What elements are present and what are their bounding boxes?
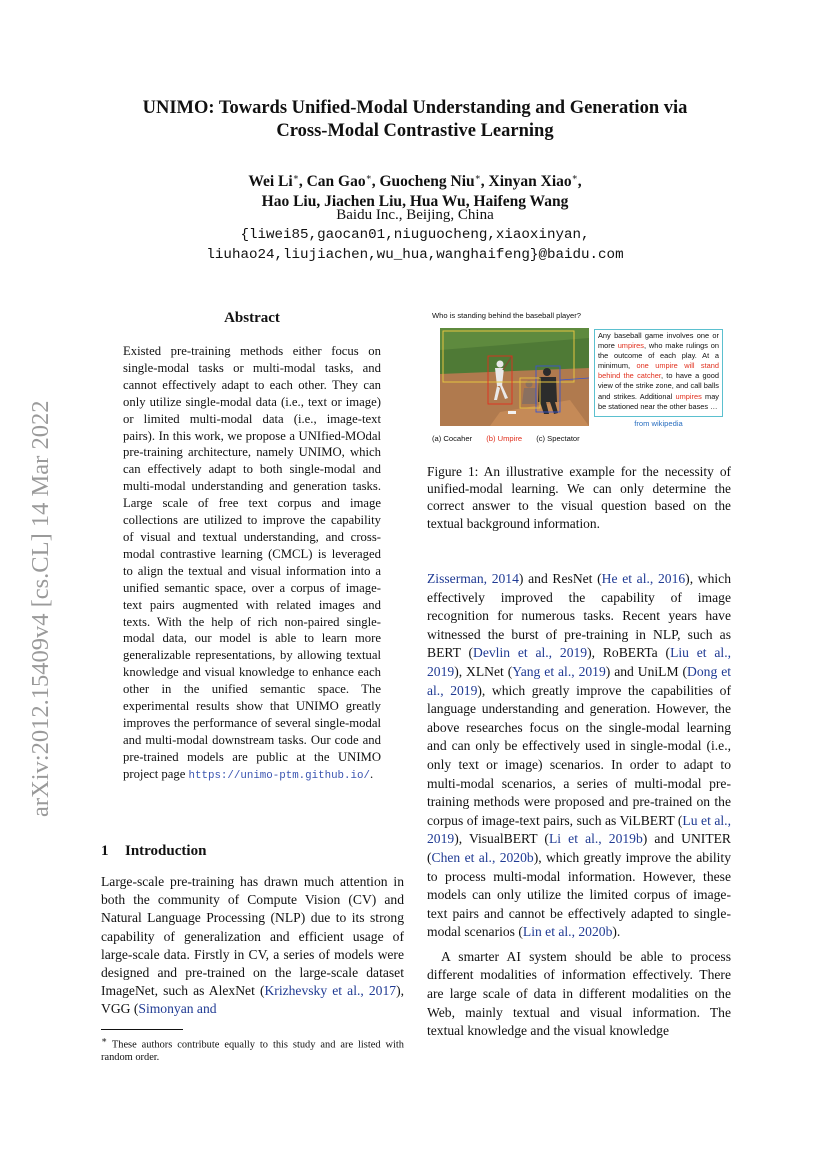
author-name: Hua Wu [409,193,466,211]
citation-link[interactable]: Dong et al., 2019 [427,663,731,698]
footnote-rule [101,1029,183,1030]
body-text: ) and UNITER ( [427,831,731,865]
body-text: ), which greatly improve the ability to process multi-modal information. However, these models can only utilize the limited corpus of image-text pairs and cannot be effectively adapted to single-modal scenarios ( [427,849,732,940]
affiliation: Baidu Inc., Beijing, China [336,207,494,223]
author-name: Can Gao [306,173,366,191]
author-line-2: Hao Liu, Jiachen Liu, Hua Wu, Haifeng Wang [261,193,569,211]
title-line-1: UNIMO: Towards Unified-Modal Understanding and Generation via [142,98,688,118]
abstract-end: . [369,766,374,781]
abstract-body [123,343,381,785]
knowledge-source: from wikipedia [634,419,683,428]
author-name: Jiachen Liu [324,193,403,211]
body-text: ), RoBERTa ( [587,645,671,661]
equal-contribution-mark: ∗ [571,172,578,182]
body-text: ) and UniLM ( [605,663,688,679]
emails-line-2: liuhao24,liujiachen,wu_hua,wanghaifeng}@baidu.com [206,247,624,263]
figure-caption: Figure 1: An illustrative example for the necessity of unified-modal learning. We can only determine the correct answer to the visual question based on the textual background information. [427,464,731,531]
kb-text: , to have a good view of the strike zone, and call balls and strikes. Additional [598,371,719,401]
body-text: ) and ResNet ( [518,571,602,586]
footnote [101,1034,404,1064]
knowledge-text-box [594,329,723,417]
citation-link[interactable]: Devlin et al., 2019 [473,645,588,661]
equal-contribution-mark: ∗ [292,172,299,182]
body-text: ). [612,924,621,940]
body-text: ), VisualBERT ( [454,831,549,847]
kb-highlight: umpires [675,391,702,401]
citation-link[interactable]: Lu et al., 2019 [427,812,731,847]
citation-link[interactable]: Simonyan and [138,1001,217,1017]
citation-link[interactable]: Zisserman, 2014 [427,571,519,586]
citation-link[interactable]: He et al., 2016 [601,571,686,586]
section-title: Introduction [125,843,207,859]
citation-link[interactable]: Krizhevsky et al., 2017 [264,983,397,999]
arxiv-id-text: arXiv:2012.15409v4 [cs.CL] 14 Mar 2022 [27,400,54,817]
baseball-photo [440,328,589,426]
body-text: ), which greatly improve the capabilities of language understanding and generation. However, the above researches focus on the single-modal learning and can only be effectively used in single-modal (i.e., only text or image) scenarios. In order to adapt to multi-modal scenarios, a series of multi-modal pre-training methods were proposed and pre-trained on the corpus of image-text pairs, such as ViLBERT ( [427,682,731,828]
kb-text: , who make rulings on the outcome of each play. At a minimum, [598,341,719,371]
citation-link[interactable]: Li et al., 2019b [548,831,643,847]
author-name: Wei Li [248,173,293,191]
subcaption-a: (a) Cocaher [432,434,473,443]
intro-text: Large-scale pre-training has drawn much attention in both the community of Compute Vision (CV) and Natural Language Processing (NLP) due to its strong capability of generalization and efficient usage of large-scale data. Firstly in CV, a series of models were designed and pre-trained on the large-scale dataset ImageNet, such as AlexNet ( [101,874,404,999]
right-column-body [427,570,731,1041]
author-name: Xinyan Xiao [488,173,572,191]
equal-contribution-mark: ∗ [474,172,481,182]
citation-link[interactable]: Lin et al., 2020b [522,924,613,940]
author-emails [60,225,770,265]
author-name: Haifeng Wang [473,193,569,211]
equal-contribution-mark: ∗ [365,172,372,182]
footnote-mark: ∗ [101,1035,108,1045]
paragraph: A smarter AI system should be able to process different modalities of information effectively. There are large scale of data in different modalities on the Web, mainly textual and visual information. The textual knowledge and the visual knowledge [427,948,731,1039]
subcaption-c: (c) Spectator [536,434,580,443]
paragraph [427,570,731,942]
intro-paragraph [101,873,404,1019]
arxiv-sidebar-stamp [12,360,62,820]
citation-link[interactable]: Chen et al., 2020b [431,849,534,865]
title-line-2: Cross-Modal Contrastive Learning [276,121,554,141]
body-text: ), XLNet ( [454,663,513,679]
figure-question: Who is standing behind the baseball player? [432,311,582,320]
kb-highlight: umpires [617,341,644,351]
section-number: 1 [101,843,109,859]
section-heading-introduction [101,843,206,860]
paper-title [60,97,770,143]
subcaption-b: (b) Umpire [486,434,523,443]
author-name: Hao Liu [261,193,317,211]
figure-subcaptions [432,434,592,443]
author-line-1: Wei Li∗, Can Gao∗, Guocheng Niu∗, Xinyan Xiao∗, [248,172,582,191]
emails-line-1: {liwei85,gaocan01,niuguocheng,xiaoxinyan, [240,227,590,243]
body-text: ), which effectively improved the capability of image recognition for numerous tasks. Recent years have witnessed the burst of pre-training in NLP, such as BERT ( [427,571,731,661]
project-page-link[interactable]: https://unimo-ptm.github.io/ [188,769,370,782]
abstract-text: Existed pre-training methods either focus on single-modal tasks or multi-modal tasks, and cannot effectively adapt to each other. They can only utilize single-modal data (i.e., text or image) or limited multi-modal data (i.e., image-text pairs). In this work, we propose a UNIfied-MOdal pre-training architecture, namely UNIMO, which can effectively adapt to both single-modal and multi-modal understanding and generation tasks. Large scale of free text corpus and image collections are utilized to improve the capability of visual and textual understanding, and cross-modal contrastive learning (CMCL) is leveraged to align the textual and visual information into a unified semantic space, over a corpus of image-text pairs augmented with related images and texts. With the help of rich non-paired single-modal data, our model is able to learn more generalizable representations, by allowing textual knowledge and visual knowledge to enhance each other in the unified semantic space. The experimental results show that UNIMO greatly improves the performance of several single-modal and multi-modal downstream tasks. Our code and pre-trained models are public at the UNIMO project page [123,344,381,781]
abstract-heading: Abstract [224,310,280,326]
kb-text: Any baseball game involves one or more [598,331,719,351]
intro-text: ), VGG ( [101,983,405,1017]
citation-link[interactable]: Liu et al., 2019 [427,645,731,679]
footnote-text: These authors contribute equally to this study and are listed with random order. [101,1039,404,1064]
author-name: Guocheng Niu [379,173,475,191]
kb-highlight: one umpire will stand behind the catcher [598,361,719,381]
citation-link[interactable]: Yang et al., 2019 [512,663,606,679]
kb-text: may be stationed near the other bases … [598,391,719,411]
